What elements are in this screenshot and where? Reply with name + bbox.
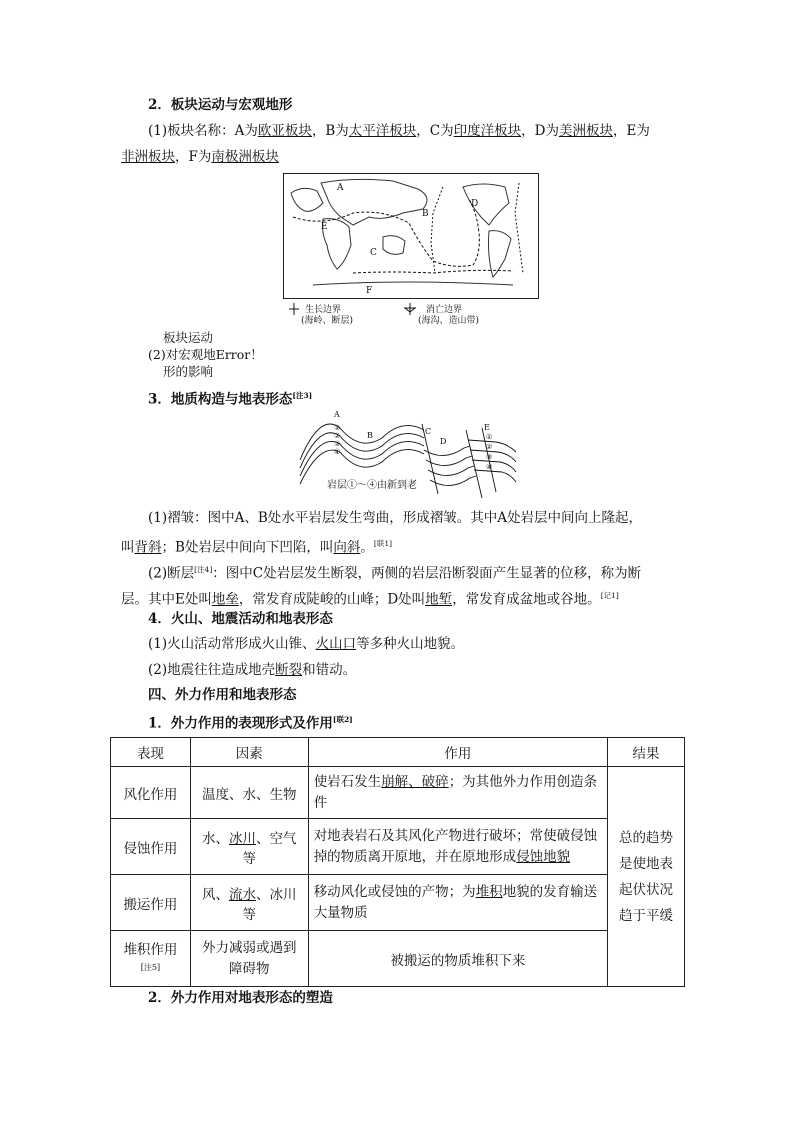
row-name: 搬运作用: [111, 875, 191, 931]
legend-subduction-sub: (海沟、造山带): [418, 316, 480, 326]
table-row: [111, 875, 685, 931]
header-cell: 作用: [308, 738, 607, 767]
row-factor: 外力减弱或遇到障碍物: [190, 931, 308, 987]
row-factor: 温度、水、生物: [190, 767, 308, 819]
row-factor: 风、流水、冰川等: [190, 875, 308, 931]
map-label-d: D: [471, 199, 479, 209]
external-forces-subheading: 1．外力作用的表现形式及作用[联2]: [148, 715, 353, 732]
map-label-f: F: [366, 286, 373, 296]
svg-text:④: ④: [486, 463, 493, 471]
fault-paragraph-line-1: (2)断层[注4]：图中C处岩层发生断裂，两侧的岩层沿断裂面产生显著的位移，称为断: [148, 565, 642, 582]
table-row: [111, 931, 685, 987]
plate-names-line-2: 非洲板块，F为南极洲板块: [121, 149, 279, 165]
part-4-heading: 四、外力作用和地表形态: [148, 687, 297, 703]
growth-boundary-icon: [288, 302, 300, 316]
subduction-boundary-icon: [403, 302, 417, 316]
earthquake-line: (2)地震往往造成地壳断裂和错动。: [148, 662, 357, 678]
svg-text:④: ④: [334, 448, 341, 456]
plate-names-line-1: (1)板块名称：A为欧亚板块，B为太平洋板块，C为印度洋板块，D为美洲板块，E为: [148, 123, 650, 139]
plate-map: [283, 173, 539, 299]
svg-text:②: ②: [486, 443, 493, 451]
section-4-heading: 4．火山、地震活动和地表形态: [148, 611, 333, 627]
row-effect: 移动风化或侵蚀的产物；为堆积地貌的发育输送大量物质: [308, 875, 607, 931]
svg-text:①: ①: [486, 433, 493, 441]
svg-text:③: ③: [486, 453, 493, 461]
legend-growth-label: 生长边界: [305, 305, 342, 315]
row-effect: 使岩石发生崩解、破碎；为其他外力作用创造条件: [308, 767, 607, 819]
map-label-b: B: [422, 209, 429, 219]
section-2-heading: 2．板块运动与宏观地形: [148, 97, 293, 113]
external-forces-table: [110, 737, 685, 987]
svg-text:①: ①: [334, 424, 341, 432]
fold-paragraph-line-1: (1)褶皱：图中A、B处水平岩层发生弯曲，形成褶皱。其中A处岩层中间向上隆起，: [148, 510, 643, 526]
macro-landform-line-2: 形的影响: [163, 364, 214, 379]
map-label-c: C: [370, 248, 377, 258]
diagram-label-d: D: [440, 437, 447, 446]
legend-growth-sub: (海岭、断层): [301, 316, 354, 326]
landform-shaping-subheading: 2．外力作用对地表形态的塑造: [148, 990, 333, 1006]
fold-paragraph-line-2: 叫背斜；B处岩层中间向下凹陷，叫向斜。[联1]: [121, 539, 393, 556]
diagram-label-e: E: [484, 423, 490, 432]
header-cell: 因素: [190, 738, 308, 767]
diagram-caption: 岩层①～④由新到老: [327, 480, 417, 491]
map-label-a: A: [337, 183, 344, 193]
table-row: [111, 767, 685, 819]
header-cell: 结果: [608, 738, 685, 767]
row-effect: 被搬运的物质堆积下来: [308, 931, 607, 987]
row-name: 侵蚀作用: [111, 819, 191, 875]
table-row: [111, 819, 685, 875]
volcano-line: (1)火山活动常形成火山锥、火山口等多种火山地貌。: [148, 636, 465, 652]
result-cell: 总的趋势是使地表起伏状况趋于平缓: [608, 767, 685, 987]
row-factor: 水、冰川、空气等: [190, 819, 308, 875]
svg-text:③: ③: [334, 440, 341, 448]
row-effect: 对地表岩石及其风化产物进行破坏；常使破侵蚀掉的物质离开原地，并在原地形成侵蚀地貌: [308, 819, 607, 875]
section-3-heading: 3．地质构造与地表形态[注3]: [148, 391, 313, 408]
legend-subduction-label: 消亡边界: [426, 305, 463, 315]
header-cell: 表现: [111, 738, 191, 767]
row-name: 堆积作用 [注5]: [111, 931, 191, 987]
svg-text:②: ②: [334, 432, 341, 440]
diagram-label-c: C: [425, 427, 432, 436]
row-name: 风化作用: [111, 767, 191, 819]
macro-landform-line: (2)对宏观地Error！: [148, 347, 263, 362]
fault-paragraph-line-2: 层。其中E处叫地垒，常发育成陡峻的山峰；D处叫地堑，常发育成盆地或谷地。[记1]: [121, 591, 619, 608]
plate-movement-label: 板块运动: [163, 330, 214, 345]
table-header-row: [111, 738, 685, 767]
diagram-label-a: A: [334, 410, 340, 419]
map-label-e: E: [321, 222, 328, 232]
diagram-label-b: B: [367, 431, 373, 440]
